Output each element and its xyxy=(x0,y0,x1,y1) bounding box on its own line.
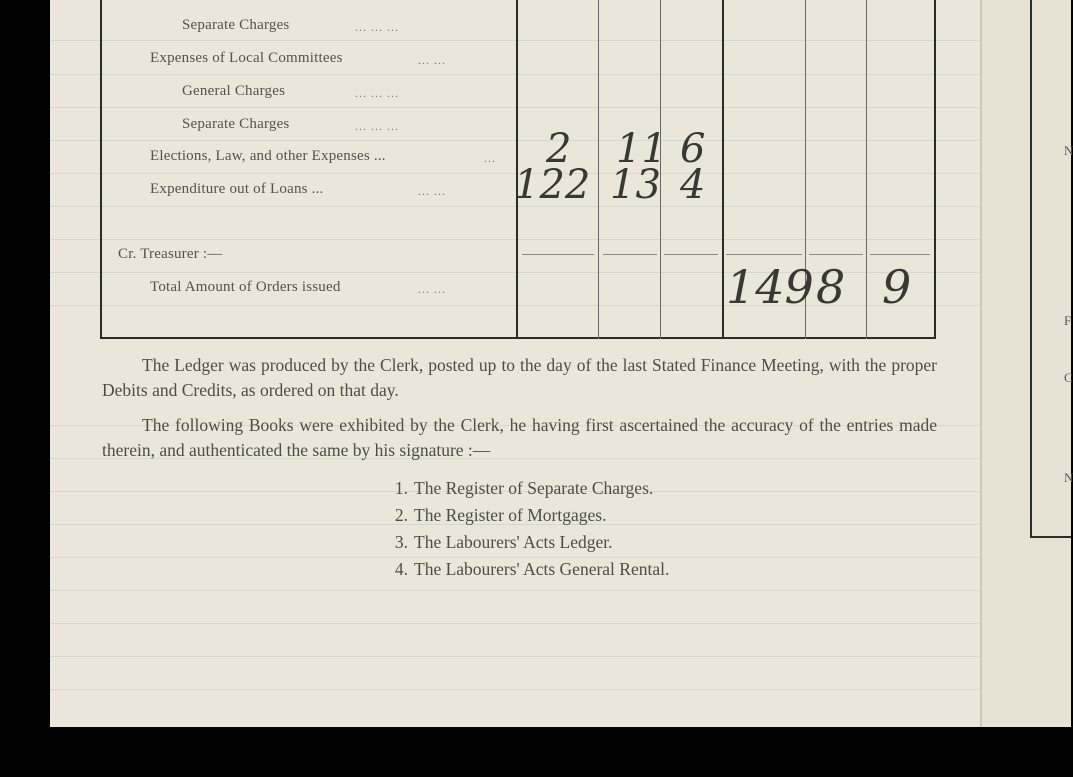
total-pence-value: 9 xyxy=(882,260,912,314)
column-divider xyxy=(722,0,724,339)
total-label: Total Amount of Orders issued xyxy=(150,279,341,295)
row-label: Elections, Law, and other Expenses ... xyxy=(150,148,386,164)
column-divider xyxy=(598,0,599,339)
leader-dots: ... xyxy=(484,151,496,165)
row-label: Separate Charges xyxy=(182,116,290,132)
list-item: 4. The Labourers' Acts General Rental. xyxy=(394,559,670,579)
total-pounds-value: 149 xyxy=(726,260,814,314)
pence-value: 6 xyxy=(680,126,706,172)
row-label: Expenses of Local Committees xyxy=(150,50,343,66)
books-list xyxy=(384,475,669,583)
pounds-value: 2 xyxy=(546,126,572,172)
table-right-border xyxy=(934,0,936,339)
treasurer-label: Cr. Treasurer :— xyxy=(118,246,223,262)
pence-value: 4 xyxy=(680,162,706,208)
row-label: General Charges xyxy=(182,83,286,99)
leader-dots: ... ... xyxy=(418,282,446,296)
row-label: Expenditure out of Loans ... xyxy=(150,181,324,197)
table-bottom-border xyxy=(100,337,936,339)
facing-page-char: F xyxy=(1064,313,1072,328)
leader-dots: ... ... xyxy=(418,184,446,198)
leader-dots: ... ... ... xyxy=(355,20,399,34)
shillings-value: 11 xyxy=(616,126,667,172)
facing-page-char: C xyxy=(1064,370,1073,385)
leader-dots: ... ... ... xyxy=(355,86,399,100)
leader-dots: ... ... xyxy=(418,53,446,67)
leader-dots: ... ... ... xyxy=(355,119,399,133)
facing-page xyxy=(980,0,1071,727)
facing-page-char: N xyxy=(1064,470,1073,485)
books-paragraph: The following Books were exhibited by the Clerk, he having first ascertained the accuracy of the entries made therein, and authenticated the same by his signature :— xyxy=(102,415,937,460)
list-item: 3. The Labourers' Acts Ledger. xyxy=(394,532,613,552)
pounds-value: 122 xyxy=(514,162,591,208)
list-item: 2. The Register of Mortgages. xyxy=(394,505,607,525)
shillings-value: 13 xyxy=(610,162,661,208)
table-left-border xyxy=(100,0,102,339)
list-item: 1. The Register of Separate Charges. xyxy=(394,478,654,498)
facing-page-char: N xyxy=(1064,143,1073,158)
row-label: Separate Charges xyxy=(182,17,290,33)
ledger-page xyxy=(50,0,980,727)
ledger-paragraph: The Ledger was produced by the Clerk, posted up to the day of the last Stated Finance Meeting, with the proper Debits and Credits, as ordered on that day. xyxy=(102,355,937,400)
total-shillings-value: 8 xyxy=(816,260,846,314)
column-divider xyxy=(866,0,867,339)
